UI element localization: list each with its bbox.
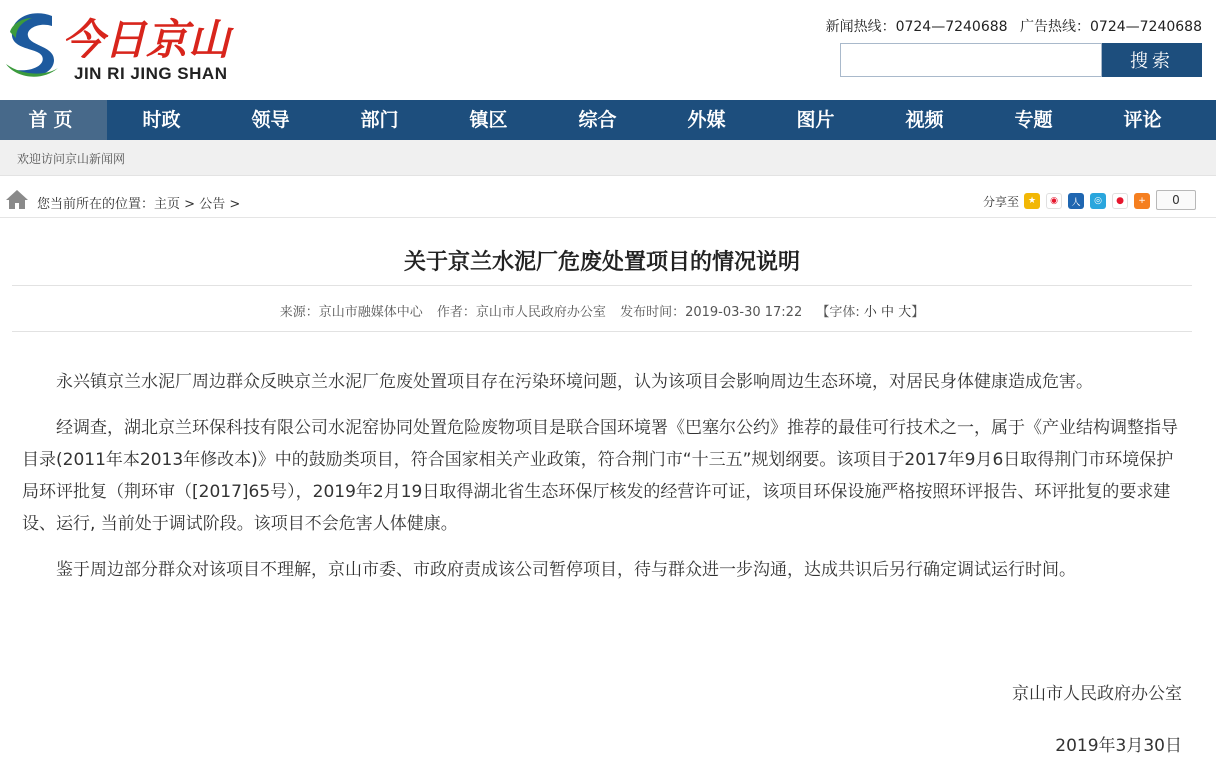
breadcrumb-separator-end: > (225, 197, 241, 212)
hotlines (818, 16, 1202, 36)
search-button[interactable]: 搜索 (1102, 43, 1202, 77)
search-box (840, 43, 1202, 77)
nav-item-politics[interactable]: 时政 (142, 109, 181, 131)
news-hotline: 新闻热线：0724—7240688 (825, 19, 1008, 35)
article-date: 2019年3月30日 (1055, 736, 1182, 756)
welcome-bar (0, 140, 1216, 176)
main-nav (0, 100, 1216, 140)
more-icon[interactable]: + (1134, 193, 1150, 209)
nav-item-foreign-media[interactable]: 外媒 (687, 109, 726, 131)
title-divider (12, 285, 1192, 286)
nav-item-departments[interactable]: 部门 (360, 109, 399, 131)
font-size-switcher (816, 305, 924, 320)
article-signature: 京山市人民政府办公室 (1012, 684, 1182, 704)
share-label: 分享至 (983, 194, 1020, 209)
nav-item-comments[interactable]: 评论 (1123, 109, 1162, 131)
article-paragraph: 经调查，湖北京兰环保科技有限公司水泥窑协同处置危险废物项目是联合国环境署《巴塞尔公约》推荐的最佳可行技术之一，属于《产业结构调整指导目录(2011年本2013年修改本)》中的鼓励类项目，符合国家相关产业政策，符合荆门市“十三五”规划纲要。该项目于2017年9月6日取得荆门市环境保护局环评批复（荆环审（[2017]65号），2019年2月19日取得湖北省生态环保厅核发的经营许可证，该项目环保设施严格按照环评报告、环评批复的要求建设、运行, 当前处于调试阶段。该项目不会危害人体健康。 (22, 418, 1178, 534)
font-medium-link[interactable]: 中 (881, 305, 895, 320)
meta-divider (12, 331, 1192, 332)
nav-item-leaders[interactable]: 领导 (251, 109, 290, 131)
renren-icon[interactable]: 人 (1068, 193, 1084, 209)
breadcrumb (37, 193, 240, 212)
nav-item-general[interactable]: 综合 (578, 109, 617, 131)
site-logo[interactable] (2, 2, 252, 92)
site-header (0, 0, 1216, 100)
tsina-icon[interactable]: ● (1112, 193, 1128, 209)
breadcrumb-home-link[interactable]: 主页 (154, 197, 181, 212)
share-bar (983, 191, 1156, 211)
tqq-icon[interactable]: ◎ (1090, 193, 1106, 209)
breadcrumb-prefix: 您当前所在的位置： (37, 197, 155, 212)
article-paragraph: 鉴于周边部分群众对该项目不理解，京山市委、市政府责成该公司暂停项目，待与群众进一步沟通，达成共识后另行确定调试运行时间。 (56, 560, 1076, 580)
font-label-close: 】 (911, 305, 925, 320)
nav-item-home[interactable]: 首页 (0, 100, 107, 140)
article-source: 来源：京山市融媒体中心 (279, 305, 423, 320)
article-body (22, 366, 1182, 600)
font-small-link[interactable]: 小 (863, 305, 877, 320)
nav-item-topics[interactable]: 专题 (1014, 109, 1053, 131)
font-label-open: 【字体: (816, 305, 860, 320)
logo-latin-text: JIN RI JING SHAN (74, 64, 228, 83)
qzone-icon[interactable]: ★ (1024, 193, 1040, 209)
logo-text: 今日京山 (62, 15, 231, 64)
nav-item-video[interactable]: 视频 (905, 109, 944, 131)
breadcrumb-section-link[interactable]: 公告 (199, 197, 226, 212)
article-author: 作者：京山市人民政府办公室 (436, 305, 606, 320)
article-meta (0, 301, 1204, 320)
nav-item-photos[interactable]: 图片 (796, 109, 835, 131)
ad-hotline: 广告热线：0724—7240688 (1020, 19, 1202, 35)
breadcrumb-separator: > (180, 197, 200, 212)
breadcrumb-row (0, 182, 1216, 218)
article-paragraph: 永兴镇京兰水泥厂周边群众反映京兰水泥厂危废处置项目存在污染环境问题，认为该项目会影响周边生态环境，对居民身体健康造成危害。 (56, 372, 1093, 392)
article-title: 关于京兰水泥厂危废处置项目的情况说明 (403, 250, 800, 275)
home-icon (5, 188, 29, 210)
share-count: 0 (1156, 190, 1196, 210)
article-published: 发布时间：2019-03-30 17:22 (620, 305, 803, 320)
weibo-icon[interactable]: ◉ (1046, 193, 1062, 209)
search-input[interactable] (840, 43, 1102, 77)
font-large-link[interactable]: 大 (898, 305, 912, 320)
welcome-text: 欢迎访问京山新闻网 (17, 152, 126, 166)
nav-item-towns[interactable]: 镇区 (469, 109, 508, 131)
